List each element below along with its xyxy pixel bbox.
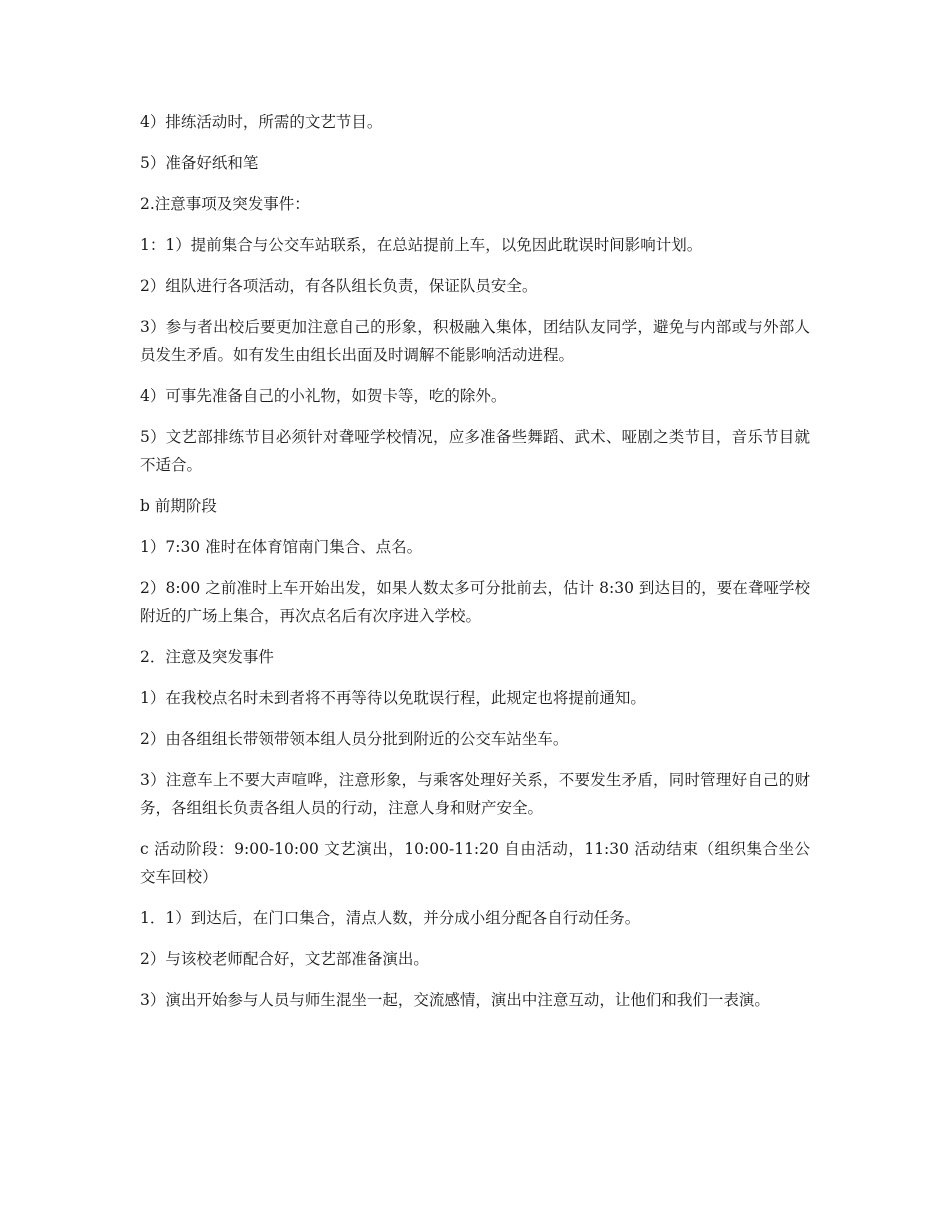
paragraph: 1：1）提前集合与公交车站联系，在总站提前上车，以免因此耽误时间影响计划。 [140,236,703,254]
section-heading: 2.注意事项及突发事件： [140,195,310,213]
paragraph: 3）注意车上不要大声喧哗，注意形象，与乘客处理好关系，不要发生矛盾，同时管理好自己的财务，各组组长负责各组人员的行动，注意人身和财产安全。 [140,771,810,817]
paragraph: 3）演出开始参与人员与师生混坐一起，交流感情，演出中注意互动，让他们和我们一表演。 [140,991,770,1009]
paragraph: 5）准备好纸和笔 [140,154,259,172]
paragraph: 2）组队进行各项活动，有各队组长负责，保证队员安全。 [140,277,538,295]
paragraph: 4）排练活动时，所需的文艺节目。 [140,113,383,131]
paragraph: 5）文艺部排练节目必须针对聋哑学校情况，应多准备些舞蹈、武术、哑剧之类节目，音乐节目就不适合。 [140,428,810,474]
paragraph: 2）由各组组长带领带领本组人员分批到附近的公交车站坐车。 [140,730,569,748]
paragraph: 1）在我校点名时未到者将不再等待以免耽误行程，此规定也将提前通知。 [140,689,646,707]
section-heading: 2．注意及突发事件 [140,648,274,666]
paragraph: 4）可事先准备自己的小礼物，如贺卡等，吃的除外。 [140,387,507,405]
paragraph: 3）参与者出校后要更加注意自己的形象，积极融入集体，团结队友同学，避免与内部或与外部人员发生矛盾。如有发生由组长出面及时调解不能影响活动进程。 [140,318,810,364]
paragraph: 1）7:30 准时在体育馆南门集合、点名。 [140,538,423,556]
paragraph: 2）8:00 之前准时上车开始出发，如果人数太多可分批前去，估计 8:30 到达目的，要在聋哑学校附近的广场上集合，再次点名后有次序进入学校。 [140,579,810,625]
section-heading: c 活动阶段：9:00-10:00 文艺演出，10:00-11:20 自由活动，11:30 活动结束（组织集合坐公交车回校） [140,840,810,886]
paragraph: 2）与该校老师配合好，文艺部准备演出。 [140,950,429,968]
document-body [140,108,810,1027]
paragraph: 1．1）到达后，在门口集合，清点人数，并分成小组分配各自行动任务。 [140,909,641,927]
section-heading: b 前期阶段 [140,497,217,515]
